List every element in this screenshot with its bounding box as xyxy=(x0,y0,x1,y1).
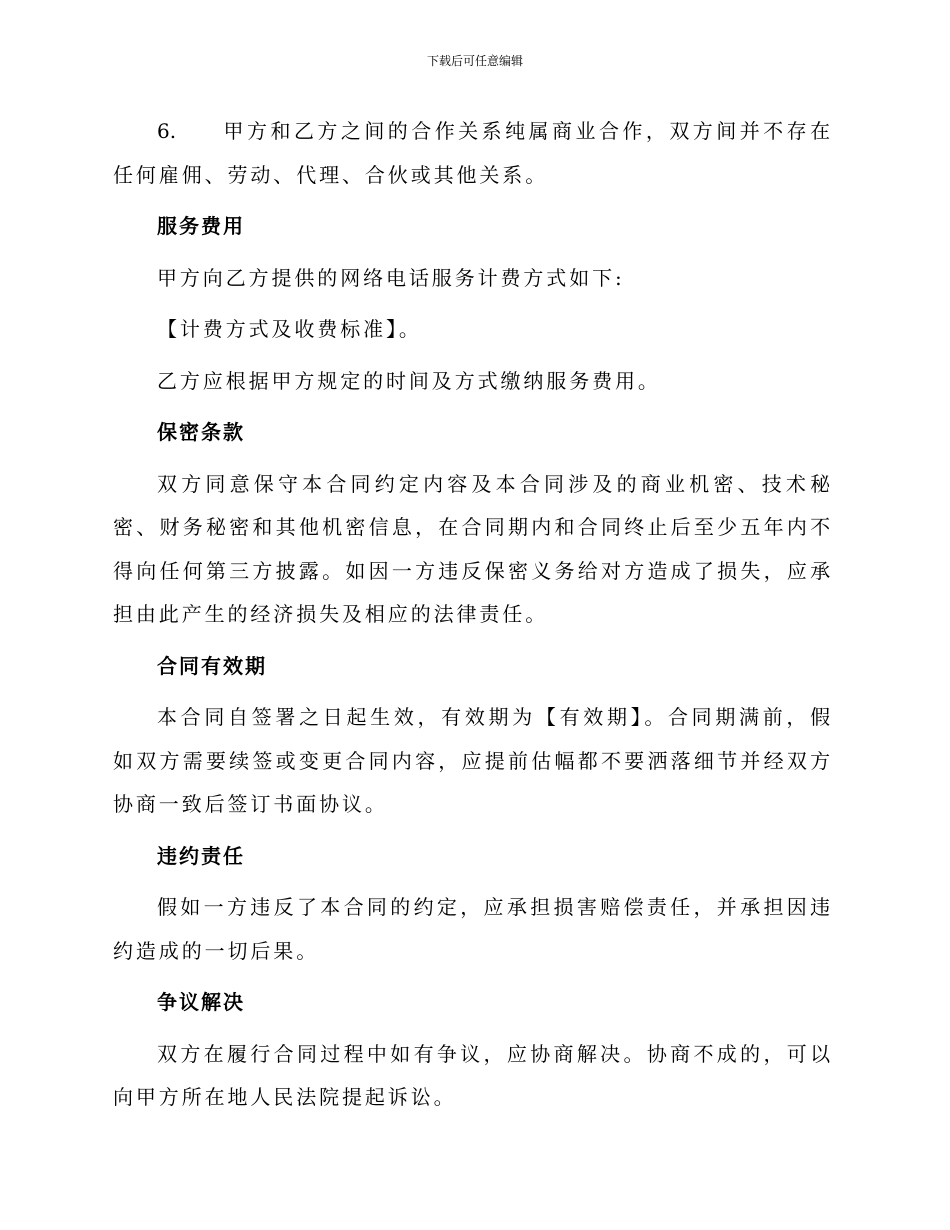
validity-paragraph: 本合同自签署之日起生效，有效期为【有效期】。合同期满前，假如双方需要续签或变更合同内容，应提前估幅都不要洒落细节并经双方协商一致后签订书面协议。 xyxy=(113,705,833,816)
liability-paragraph: 假如一方违反了本合同的约定，应承担损害赔偿责任，并承担因违约造成的一切后果。 xyxy=(113,895,833,963)
dispute-paragraph: 双方在履行合同过程中如有争议，应协商解决。协商不成的，可以向甲方所在地人民法院提起诉讼。 xyxy=(113,1041,833,1109)
section-heading-liability: 违约责任 xyxy=(157,843,245,868)
fees-paragraph-2: 【计费方式及收费标准】。 xyxy=(157,317,422,341)
confidentiality-paragraph: 双方同意保守本合同约定内容及本合同涉及的商业机密、技术秘密、财务秘密和其他机密信息，在合同期内和合同终止后至少五年内不得向任何第三方披露。如因一方违反保密义务给对方造成了损失，应承担由此产生的经济损失及相应的法律责任。 xyxy=(113,471,833,626)
clause-6-text: 甲方和乙方之间的合作关系纯属商业合作，双方间并不存在任何雇佣、劳动、代理、合伙或其他关系。 xyxy=(113,119,833,187)
fees-paragraph-1: 甲方向乙方提供的网络电话服务计费方式如下: xyxy=(157,265,625,290)
clause-number: 6. xyxy=(157,119,177,143)
section-heading-dispute: 争议解决 xyxy=(157,990,245,1014)
document-body xyxy=(113,110,833,1128)
fees-paragraph-3: 乙方应根据甲方规定的时间及方式缴纳服务费用。 xyxy=(157,368,661,393)
page-header: 下载后可任意编辑 xyxy=(426,54,523,68)
section-heading-fees: 服务费用 xyxy=(157,214,245,238)
section-heading-validity: 合同有效期 xyxy=(157,653,267,678)
clause-6 xyxy=(113,110,833,197)
section-heading-confidentiality: 保密条款 xyxy=(157,420,245,444)
